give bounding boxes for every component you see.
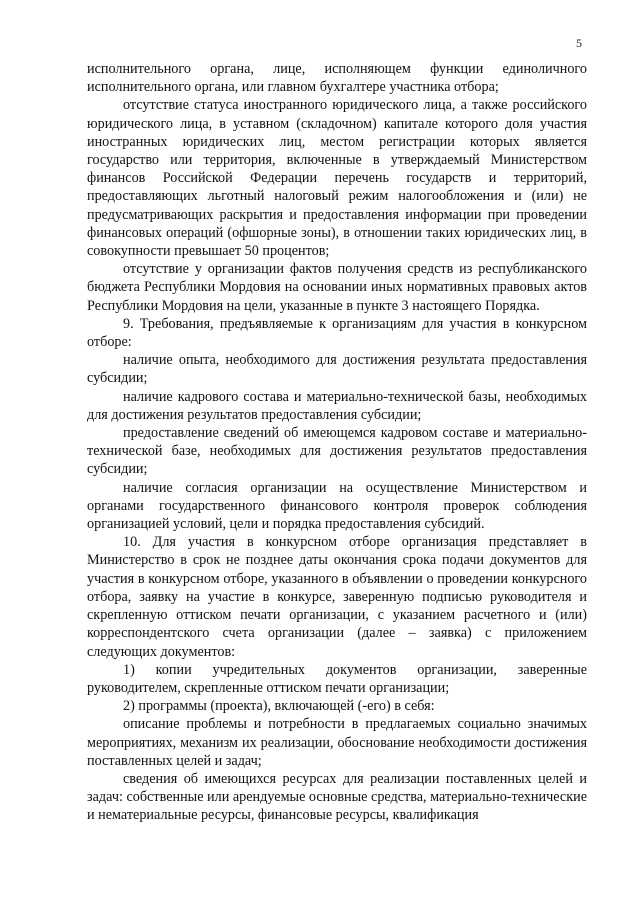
paragraph: сведения об имеющихся ресурсах для реализации поставленных целей и задач: собственные или арендуемые основные средства, материально-технические и нематериальные ресурсы, финансовые ресурсы, квалификация xyxy=(87,770,587,824)
paragraph: 1) копии учредительных документов организации, заверенные руководителем, скрепленные оттиском печати организации; xyxy=(87,661,587,696)
paragraph: 9. Требования, предъявляемые к организациям для участия в конкурсном отборе: xyxy=(87,315,587,351)
paragraph: наличие опыта, необходимого для достижения результата предоставления субсидии; xyxy=(87,352,587,387)
paragraph: описание проблемы и потребности в предлагаемых социально значимых мероприятиях, механизм их реализации, обоснование необходимости достижения поставленных целей и задач; xyxy=(87,716,587,769)
paragraph: 10. Для участия в конкурсном отборе организация представляет в Министерство в срок не позднее даты окончания срока подачи документов для участия в конкурсном отборе, указанного в объявлении о проведении конкурсного отбора, заявку на участие в конкурсе, заверенную подписью руководителя и скрепленную оттиском печати организации, с указанием расчетного и (или) корреспондентского счета организации (далее – заявка) с приложением следующих документов: xyxy=(87,534,587,660)
paragraph: отсутствие статуса иностранного юридического лица, а также российского юридического лица, в уставном (складочном) капитале которого доля участия иностранных юридических лиц, местом регистрации которых является государство или территория, включенные в утверждаемый Министерством финансов Российской Федерации перечень государств и территорий, предоставляющих льготный налоговый режим налогообложения и (или) не предусматривающих раскрытия и предоставления информации при проведении финансовых операций (офшорные зоны), в отношении таких юридических лиц, в совокупности превышает 50 процентов; xyxy=(87,97,587,260)
document-body xyxy=(87,60,587,825)
paragraph: исполнительного органа, лице, исполняющем функции единоличного исполнительного органа, или главном бухгалтере участника отбора; xyxy=(87,61,587,96)
page-number: 5 xyxy=(576,36,582,50)
paragraph: наличие согласия организации на осуществление Министерством и органами государственного финансового контроля проверок соблюдения организацией условий, цели и порядка предоставления субсидий. xyxy=(87,479,587,533)
paragraph: отсутствие у организации фактов получения средств из республиканского бюджета Республики Мордовия на основании иных нормативных правовых актов Республики Мордовия на цели, указанные в пункте 3 настоящего Порядка. xyxy=(87,261,587,314)
paragraph: наличие кадрового состава и материально-технической базы, необходимых для достижения результатов предоставления субсидии; xyxy=(87,388,587,423)
paragraph: 2) программы (проекта), включающей (-его) в себя: xyxy=(123,698,435,715)
paragraph: предоставление сведений об имеющемся кадровом составе и материально-технической базе, необходимых для достижения результатов предоставления субсидии; xyxy=(87,425,587,478)
